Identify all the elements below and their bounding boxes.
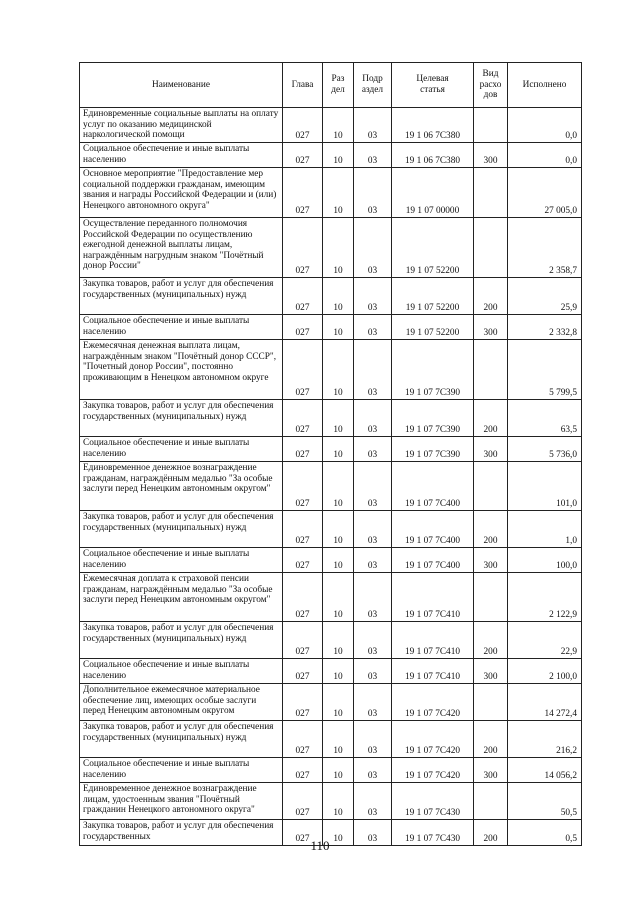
header-target: Целевая статья [392, 63, 474, 108]
table-row [80, 278, 582, 315]
cell-name: Ежемесячная денежная выплата лицам, награждённым знаком "Почётный донор СССР", "Почетный донор России", постоянно проживающим в Ненецком автономном округе [80, 340, 283, 400]
cell-name: Закупка товаров, работ и услуг для обеспечения государственных (муниципальных) нужд [80, 622, 283, 659]
cell-section: 10 [323, 783, 354, 820]
cell-expense-type: 300 [474, 758, 508, 783]
cell-section: 10 [323, 721, 354, 758]
table-row [80, 622, 582, 659]
table-row [80, 758, 582, 783]
cell-expense-type: 300 [474, 659, 508, 684]
cell-chapter: 027 [283, 721, 323, 758]
cell-expense-type [474, 108, 508, 143]
cell-chapter: 027 [283, 758, 323, 783]
budget-table [79, 62, 582, 846]
cell-target: 19 1 07 7С410 [392, 659, 474, 684]
cell-executed: 5 799,5 [508, 340, 582, 400]
cell-subsection: 03 [354, 218, 392, 278]
cell-executed: 0,0 [508, 108, 582, 143]
cell-subsection: 03 [354, 721, 392, 758]
cell-subsection: 03 [354, 622, 392, 659]
cell-subsection: 03 [354, 315, 392, 340]
cell-name: Социальное обеспечение и иные выплаты населению [80, 659, 283, 684]
cell-target: 19 1 07 7С420 [392, 758, 474, 783]
cell-target: 19 1 07 00000 [392, 168, 474, 218]
page-number: 110 [310, 838, 330, 853]
table-row [80, 143, 582, 168]
cell-target: 19 1 07 7С390 [392, 400, 474, 437]
cell-subsection: 03 [354, 758, 392, 783]
cell-executed: 27 005,0 [508, 168, 582, 218]
table-row [80, 548, 582, 573]
cell-subsection: 03 [354, 820, 392, 846]
cell-expense-type: 200 [474, 721, 508, 758]
cell-chapter: 027 [283, 278, 323, 315]
cell-chapter: 027 [283, 548, 323, 573]
cell-executed: 2 100,0 [508, 659, 582, 684]
cell-section: 10 [323, 168, 354, 218]
cell-subsection: 03 [354, 659, 392, 684]
header-executed: Исполнено [508, 63, 582, 108]
cell-executed: 100,0 [508, 548, 582, 573]
cell-expense-type: 300 [474, 315, 508, 340]
table-row [80, 340, 582, 400]
cell-chapter: 027 [283, 659, 323, 684]
cell-target: 19 1 07 52200 [392, 278, 474, 315]
cell-expense-type: 200 [474, 820, 508, 846]
cell-name: Единовременное денежное вознаграждение лицам, удостоенным звания "Почётный гражданин Ненецкого автономного округа" [80, 783, 283, 820]
cell-executed: 14 056,2 [508, 758, 582, 783]
cell-chapter: 027 [283, 684, 323, 721]
cell-executed: 0,0 [508, 143, 582, 168]
table-row [80, 659, 582, 684]
cell-subsection: 03 [354, 340, 392, 400]
cell-executed: 2 332,8 [508, 315, 582, 340]
cell-executed: 216,2 [508, 721, 582, 758]
cell-target: 19 1 07 7С420 [392, 721, 474, 758]
cell-section: 10 [323, 315, 354, 340]
cell-expense-type: 200 [474, 511, 508, 548]
cell-expense-type [474, 573, 508, 622]
cell-section: 10 [323, 437, 354, 462]
cell-name: Дополнительное ежемесячное материальное обеспечение лиц, имеющих особые заслуги перед Ненецким автономным округом [80, 684, 283, 721]
cell-executed: 50,5 [508, 783, 582, 820]
cell-executed: 101,0 [508, 462, 582, 511]
cell-name: Осуществление переданного полномочия Российской Федерации по осуществлению ежегодной денежной выплаты лицам, награждённым нагрудным знаком "Почётный донор России" [80, 218, 283, 278]
cell-name: Единовременные социальные выплаты на оплату услуг по оказанию медицинской наркологической помощи [80, 108, 283, 143]
cell-subsection: 03 [354, 143, 392, 168]
cell-expense-type: 200 [474, 622, 508, 659]
table-row [80, 400, 582, 437]
cell-name: Социальное обеспечение и иные выплаты населению [80, 315, 283, 340]
cell-section: 10 [323, 143, 354, 168]
cell-section: 10 [323, 684, 354, 721]
cell-section: 10 [323, 278, 354, 315]
cell-section: 10 [323, 622, 354, 659]
table-row [80, 108, 582, 143]
header-section: Раз дел [323, 63, 354, 108]
cell-expense-type [474, 340, 508, 400]
cell-chapter: 027 [283, 573, 323, 622]
header-chapter: Глава [283, 63, 323, 108]
cell-subsection: 03 [354, 462, 392, 511]
cell-chapter: 027 [283, 783, 323, 820]
table-row [80, 168, 582, 218]
cell-chapter: 027 [283, 462, 323, 511]
cell-name: Единовременное денежное вознаграждение гражданам, награждённым медалью "За особые заслуги перед Ненецким автономным округом" [80, 462, 283, 511]
cell-name: Закупка товаров, работ и услуг для обеспечения государственных (муниципальных) нужд [80, 278, 283, 315]
table-row [80, 218, 582, 278]
cell-target: 19 1 07 7С400 [392, 462, 474, 511]
cell-executed: 1,0 [508, 511, 582, 548]
cell-target: 19 1 07 52200 [392, 315, 474, 340]
cell-chapter: 027 [283, 437, 323, 462]
cell-name: Закупка товаров, работ и услуг для обеспечения государственных (муниципальных) нужд [80, 721, 283, 758]
cell-subsection: 03 [354, 573, 392, 622]
table-row [80, 315, 582, 340]
cell-expense-type [474, 218, 508, 278]
table-body [80, 108, 582, 846]
cell-target: 19 1 07 52200 [392, 218, 474, 278]
cell-name: Социальное обеспечение и иные выплаты населению [80, 143, 283, 168]
header-name: Наименование [80, 63, 283, 108]
table-row [80, 462, 582, 511]
cell-name: Социальное обеспечение и иные выплаты населению [80, 437, 283, 462]
cell-target: 19 1 07 7С420 [392, 684, 474, 721]
cell-subsection: 03 [354, 278, 392, 315]
cell-expense-type [474, 462, 508, 511]
cell-subsection: 03 [354, 400, 392, 437]
cell-target: 19 1 07 7С410 [392, 622, 474, 659]
cell-subsection: 03 [354, 548, 392, 573]
cell-section: 10 [323, 218, 354, 278]
cell-subsection: 03 [354, 511, 392, 548]
cell-chapter: 027 [283, 340, 323, 400]
cell-name: Социальное обеспечение и иные выплаты населению [80, 758, 283, 783]
cell-name: Закупка товаров, работ и услуг для обеспечения государственных [80, 820, 283, 846]
cell-target: 19 1 07 7С400 [392, 548, 474, 573]
cell-chapter: 027 [283, 168, 323, 218]
cell-expense-type: 200 [474, 400, 508, 437]
table-row [80, 684, 582, 721]
table-row [80, 783, 582, 820]
cell-chapter: 027 [283, 315, 323, 340]
cell-name: Закупка товаров, работ и услуг для обеспечения государственных (муниципальных) нужд [80, 511, 283, 548]
cell-section: 10 [323, 573, 354, 622]
cell-section: 10 [323, 820, 354, 846]
cell-executed: 63,5 [508, 400, 582, 437]
cell-chapter: 027 [283, 622, 323, 659]
cell-section: 10 [323, 511, 354, 548]
cell-target: 19 1 06 7С380 [392, 108, 474, 143]
cell-executed: 0,5 [508, 820, 582, 846]
cell-expense-type: 300 [474, 437, 508, 462]
cell-target: 19 1 07 7С390 [392, 340, 474, 400]
cell-executed: 25,9 [508, 278, 582, 315]
header-expense-type: Вид расхо дов [474, 63, 508, 108]
cell-section: 10 [323, 340, 354, 400]
cell-expense-type [474, 168, 508, 218]
cell-expense-type [474, 684, 508, 721]
cell-executed: 5 736,0 [508, 437, 582, 462]
cell-target: 19 1 07 7С410 [392, 573, 474, 622]
cell-section: 10 [323, 659, 354, 684]
cell-expense-type: 300 [474, 548, 508, 573]
cell-subsection: 03 [354, 684, 392, 721]
cell-chapter: 027 [283, 143, 323, 168]
cell-name: Ежемесячная доплата к страховой пенсии гражданам, награждённым медалью "За особые заслуги перед Ненецким автономным округом" [80, 573, 283, 622]
cell-expense-type: 300 [474, 143, 508, 168]
cell-section: 10 [323, 548, 354, 573]
cell-subsection: 03 [354, 108, 392, 143]
cell-name: Основное мероприятие "Предоставление мер социальной поддержки гражданам, имеющим звания и награды Российской Федерации и (или) Ненецкого автономного округа" [80, 168, 283, 218]
cell-section: 10 [323, 462, 354, 511]
cell-expense-type: 200 [474, 278, 508, 315]
cell-name: Закупка товаров, работ и услуг для обеспечения государственных (муниципальных) нужд [80, 400, 283, 437]
cell-executed: 14 272,4 [508, 684, 582, 721]
cell-chapter: 027 [283, 400, 323, 437]
cell-subsection: 03 [354, 437, 392, 462]
cell-executed: 22,9 [508, 622, 582, 659]
cell-expense-type [474, 783, 508, 820]
cell-subsection: 03 [354, 783, 392, 820]
table-row [80, 573, 582, 622]
cell-chapter: 027 [283, 218, 323, 278]
table-row [80, 437, 582, 462]
cell-target: 19 1 07 7С430 [392, 820, 474, 846]
cell-target: 19 1 07 7С400 [392, 511, 474, 548]
cell-subsection: 03 [354, 168, 392, 218]
cell-chapter: 027 [283, 108, 323, 143]
table-row [80, 721, 582, 758]
cell-chapter: 027 [283, 511, 323, 548]
cell-chapter: 027 [283, 820, 323, 846]
cell-executed: 2 358,7 [508, 218, 582, 278]
cell-target: 19 1 06 7С380 [392, 143, 474, 168]
cell-section: 10 [323, 400, 354, 437]
cell-executed: 2 122,9 [508, 573, 582, 622]
cell-section: 10 [323, 758, 354, 783]
header-subsection: Подр аздел [354, 63, 392, 108]
table-header-row [80, 63, 582, 108]
table-row [80, 511, 582, 548]
cell-name: Социальное обеспечение и иные выплаты населению [80, 548, 283, 573]
cell-section: 10 [323, 108, 354, 143]
cell-target: 19 1 07 7С390 [392, 437, 474, 462]
cell-target: 19 1 07 7С430 [392, 783, 474, 820]
